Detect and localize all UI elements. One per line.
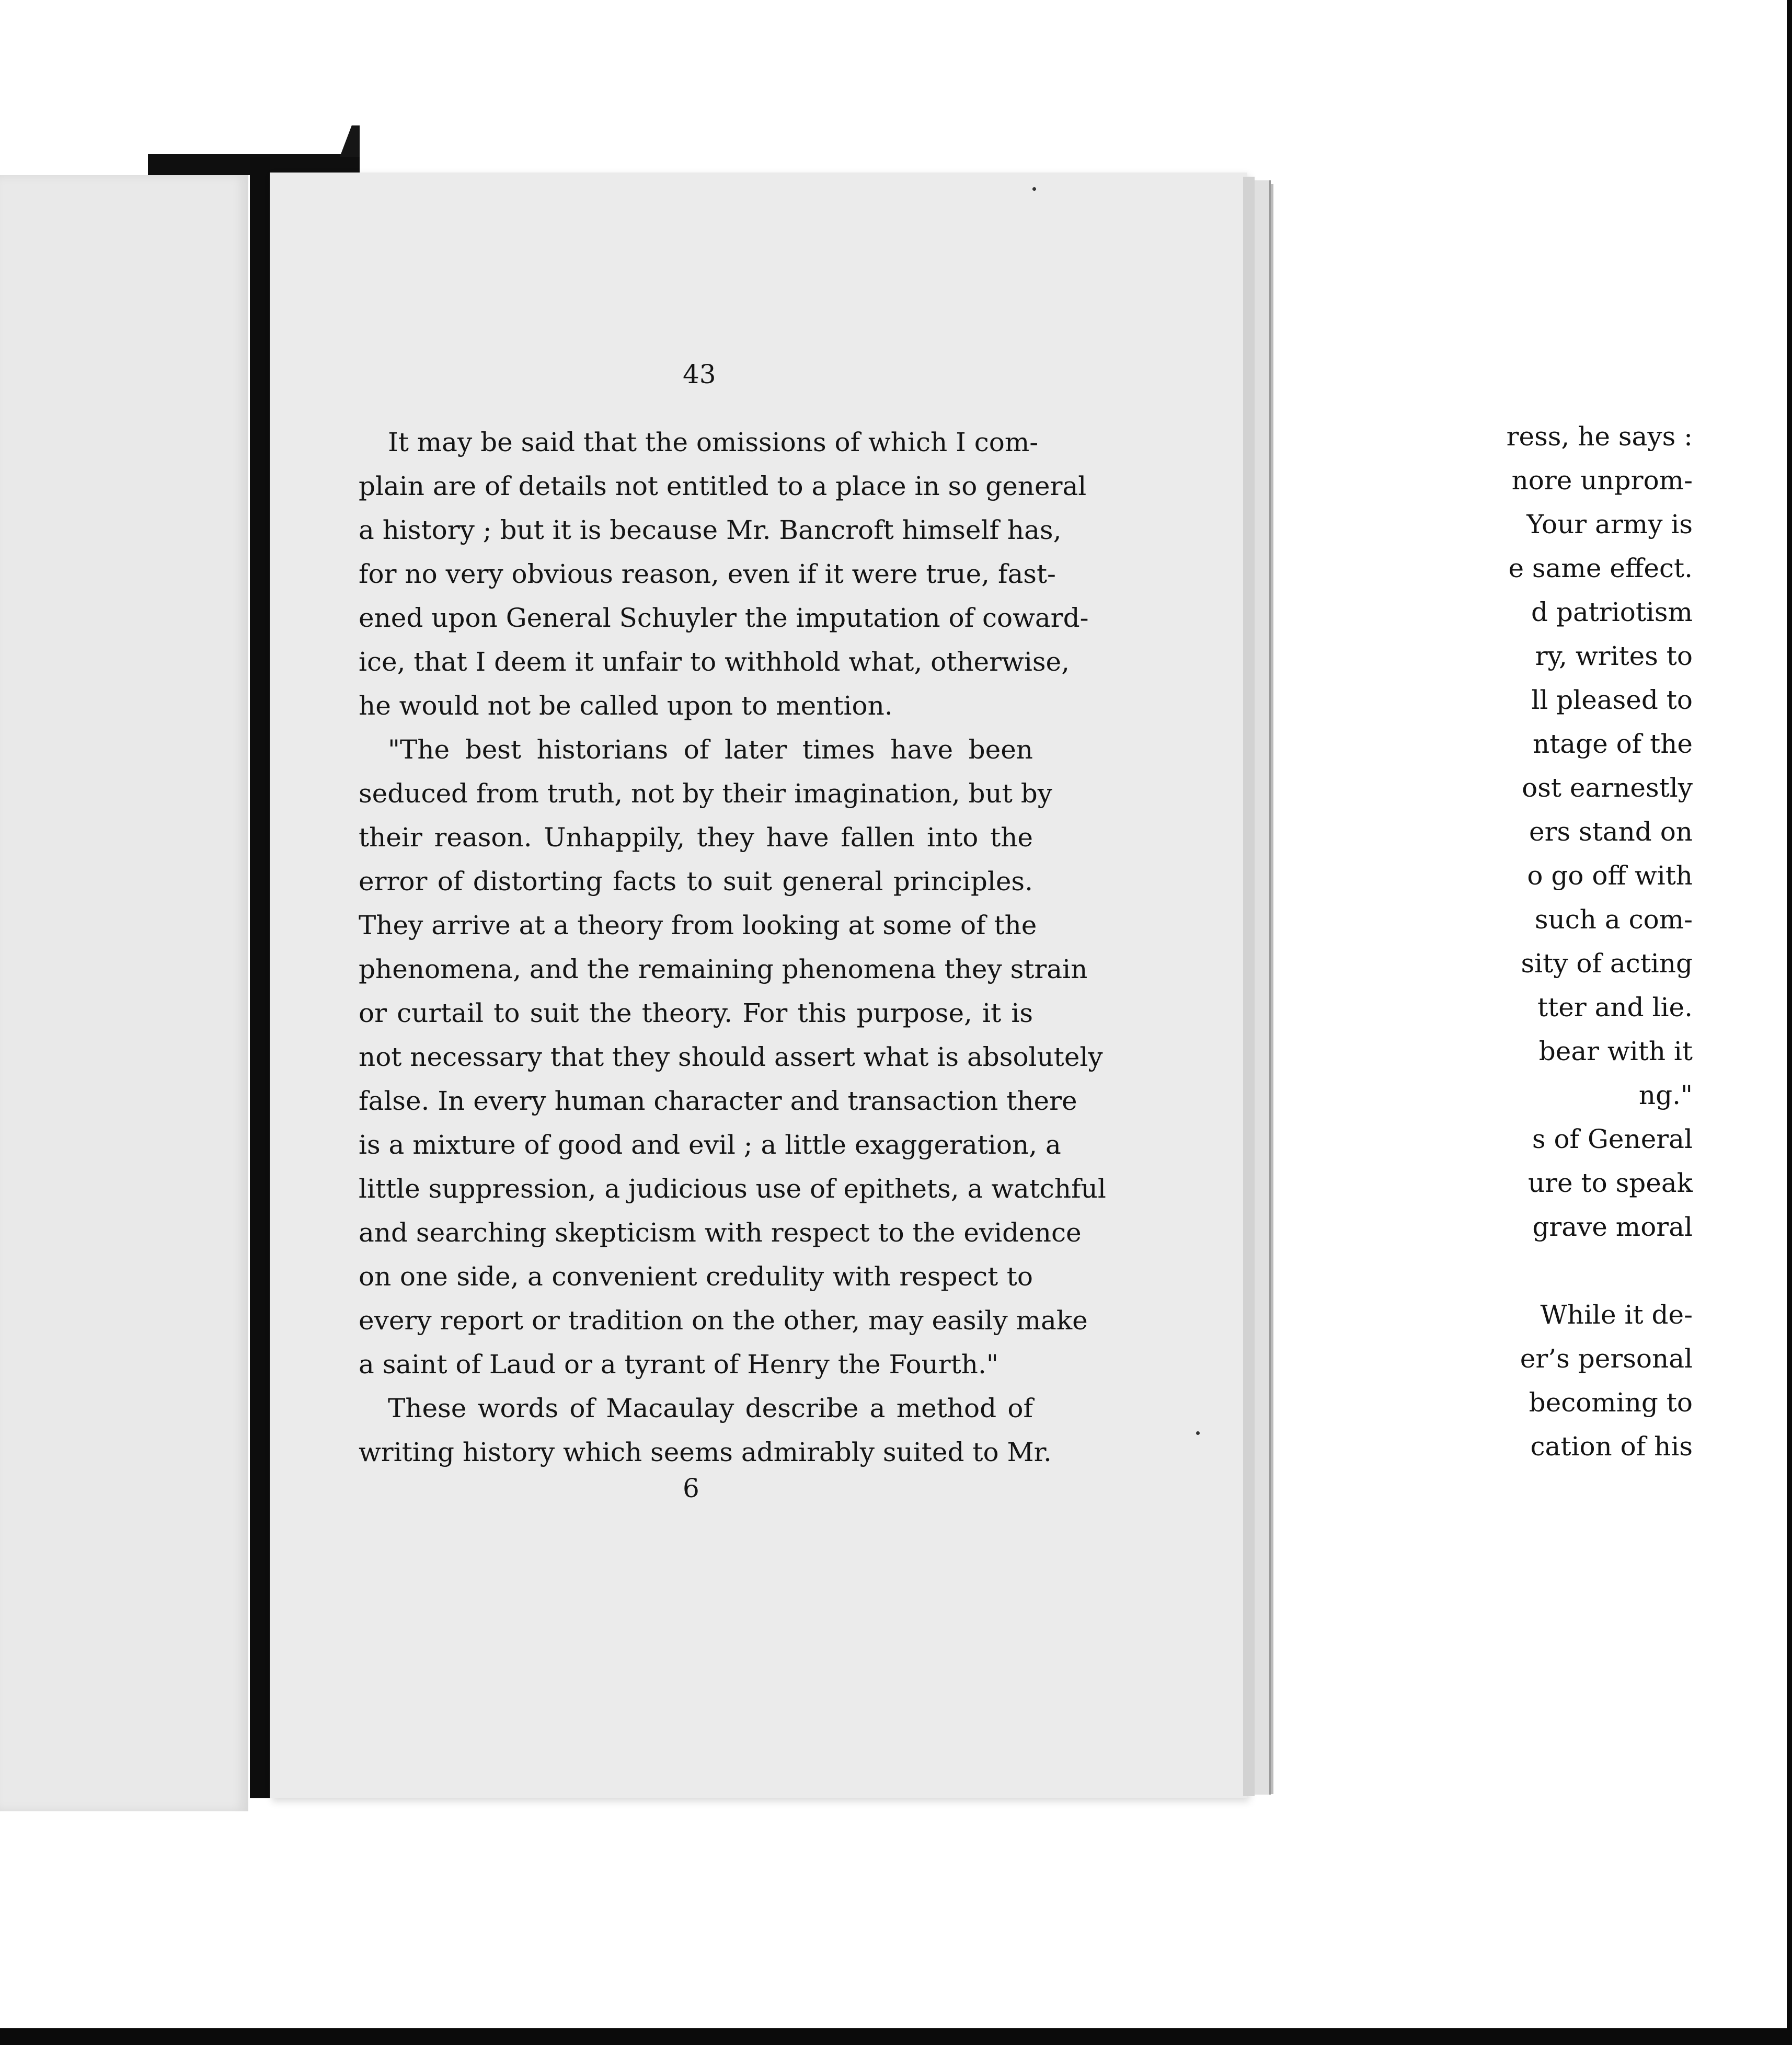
left-text-line: grave moral	[1532, 1212, 1693, 1242]
text-line: These words of Macaulay describe a method of	[388, 1393, 1033, 1423]
book-spine	[250, 157, 270, 1798]
page-edge	[1255, 180, 1271, 1795]
text-line: not necessary that they should assert what is absolutely	[359, 1042, 1103, 1072]
text-line: for no very obvious reason, even if it were true, fast-	[359, 559, 1056, 589]
left-text-line: ers stand on	[1529, 817, 1693, 847]
text-line: They arrive at a theory from looking at some of the	[359, 910, 1037, 940]
text-line: It may be said that the omissions of which I com-	[388, 427, 1039, 457]
scan-border-bottom	[0, 2028, 1792, 2045]
text-line: or curtail to suit the theory. For this purpose, it is	[359, 998, 1033, 1028]
left-text-line: er’s personal	[1520, 1343, 1693, 1374]
left-text-line: sity of acting	[1521, 948, 1693, 979]
page-number: 43	[683, 359, 716, 389]
left-page	[0, 175, 248, 1811]
left-text-line: becoming to	[1529, 1387, 1693, 1418]
left-text-line: nore unprom-	[1511, 465, 1693, 496]
text-line: a saint of Laud or a tyrant of Henry the Fourth."	[359, 1349, 998, 1380]
text-line: ice, that I deem it unfair to withhold what, otherwise,	[359, 647, 1070, 677]
signature-mark: 6	[683, 1473, 699, 1503]
page-edge	[1271, 184, 1273, 1794]
text-line: phenomena, and the remaining phenomena they strain	[359, 954, 1088, 984]
left-text-line: d patriotism	[1531, 597, 1693, 627]
left-text-line: ress, he says :	[1506, 421, 1693, 452]
speck	[1032, 187, 1036, 191]
binding-tab	[340, 125, 360, 157]
text-line: plain are of details not entitled to a place in so general	[359, 471, 1087, 501]
left-text-line: Your army is	[1526, 509, 1693, 539]
text-line: writing history which seems admirably suited to Mr.	[359, 1437, 1052, 1467]
left-text-line: e same effect.	[1508, 553, 1693, 583]
left-text-line: ntage of the	[1533, 729, 1693, 759]
left-text-line: s of General	[1532, 1124, 1693, 1154]
text-line: on one side, a convenient credulity with respect to	[359, 1261, 1033, 1292]
left-text-line: cation of his	[1530, 1431, 1693, 1462]
left-text-line: ng."	[1638, 1080, 1693, 1110]
left-text-line: bear with it	[1538, 1036, 1693, 1066]
text-line: he would not be called upon to mention.	[359, 691, 893, 721]
left-text-line: ost earnestly	[1522, 773, 1693, 803]
text-line: ened upon General Schuyler the imputation of coward-	[359, 603, 1089, 633]
left-text-line: ry, writes to	[1535, 641, 1693, 671]
speck	[1196, 1431, 1200, 1435]
text-line: false. In every human character and transaction there	[359, 1086, 1077, 1116]
left-text-line: tter and lie.	[1537, 992, 1693, 1022]
text-line: "The best historians of later times have been	[388, 734, 1033, 765]
text-line: error of distorting facts to suit general principles.	[359, 866, 1033, 897]
left-text-line: ll pleased to	[1531, 685, 1693, 715]
scan-border-right	[1787, 0, 1792, 2045]
left-text-line: ure to speak	[1527, 1168, 1693, 1198]
right-page	[270, 173, 1247, 1798]
text-line: every report or tradition on the other, may easily make	[359, 1305, 1088, 1336]
text-line: and searching skepticism with respect to the evidence	[359, 1217, 1082, 1248]
text-line: little suppression, a judicious use of epithets, a watchful	[359, 1174, 1106, 1204]
left-text-line: While it de-	[1540, 1300, 1693, 1330]
page-edge	[1243, 177, 1255, 1796]
text-line: a history ; but it is because Mr. Bancroft himself has,	[359, 515, 1062, 545]
left-text-line: such a com-	[1534, 904, 1693, 935]
text-line: their reason. Unhappily, they have fallen into the	[359, 822, 1033, 853]
text-line: seduced from truth, not by their imagination, but by	[359, 778, 1053, 809]
text-line: is a mixture of good and evil ; a little exaggeration, a	[359, 1130, 1061, 1160]
left-text-line: o go off with	[1527, 860, 1693, 891]
